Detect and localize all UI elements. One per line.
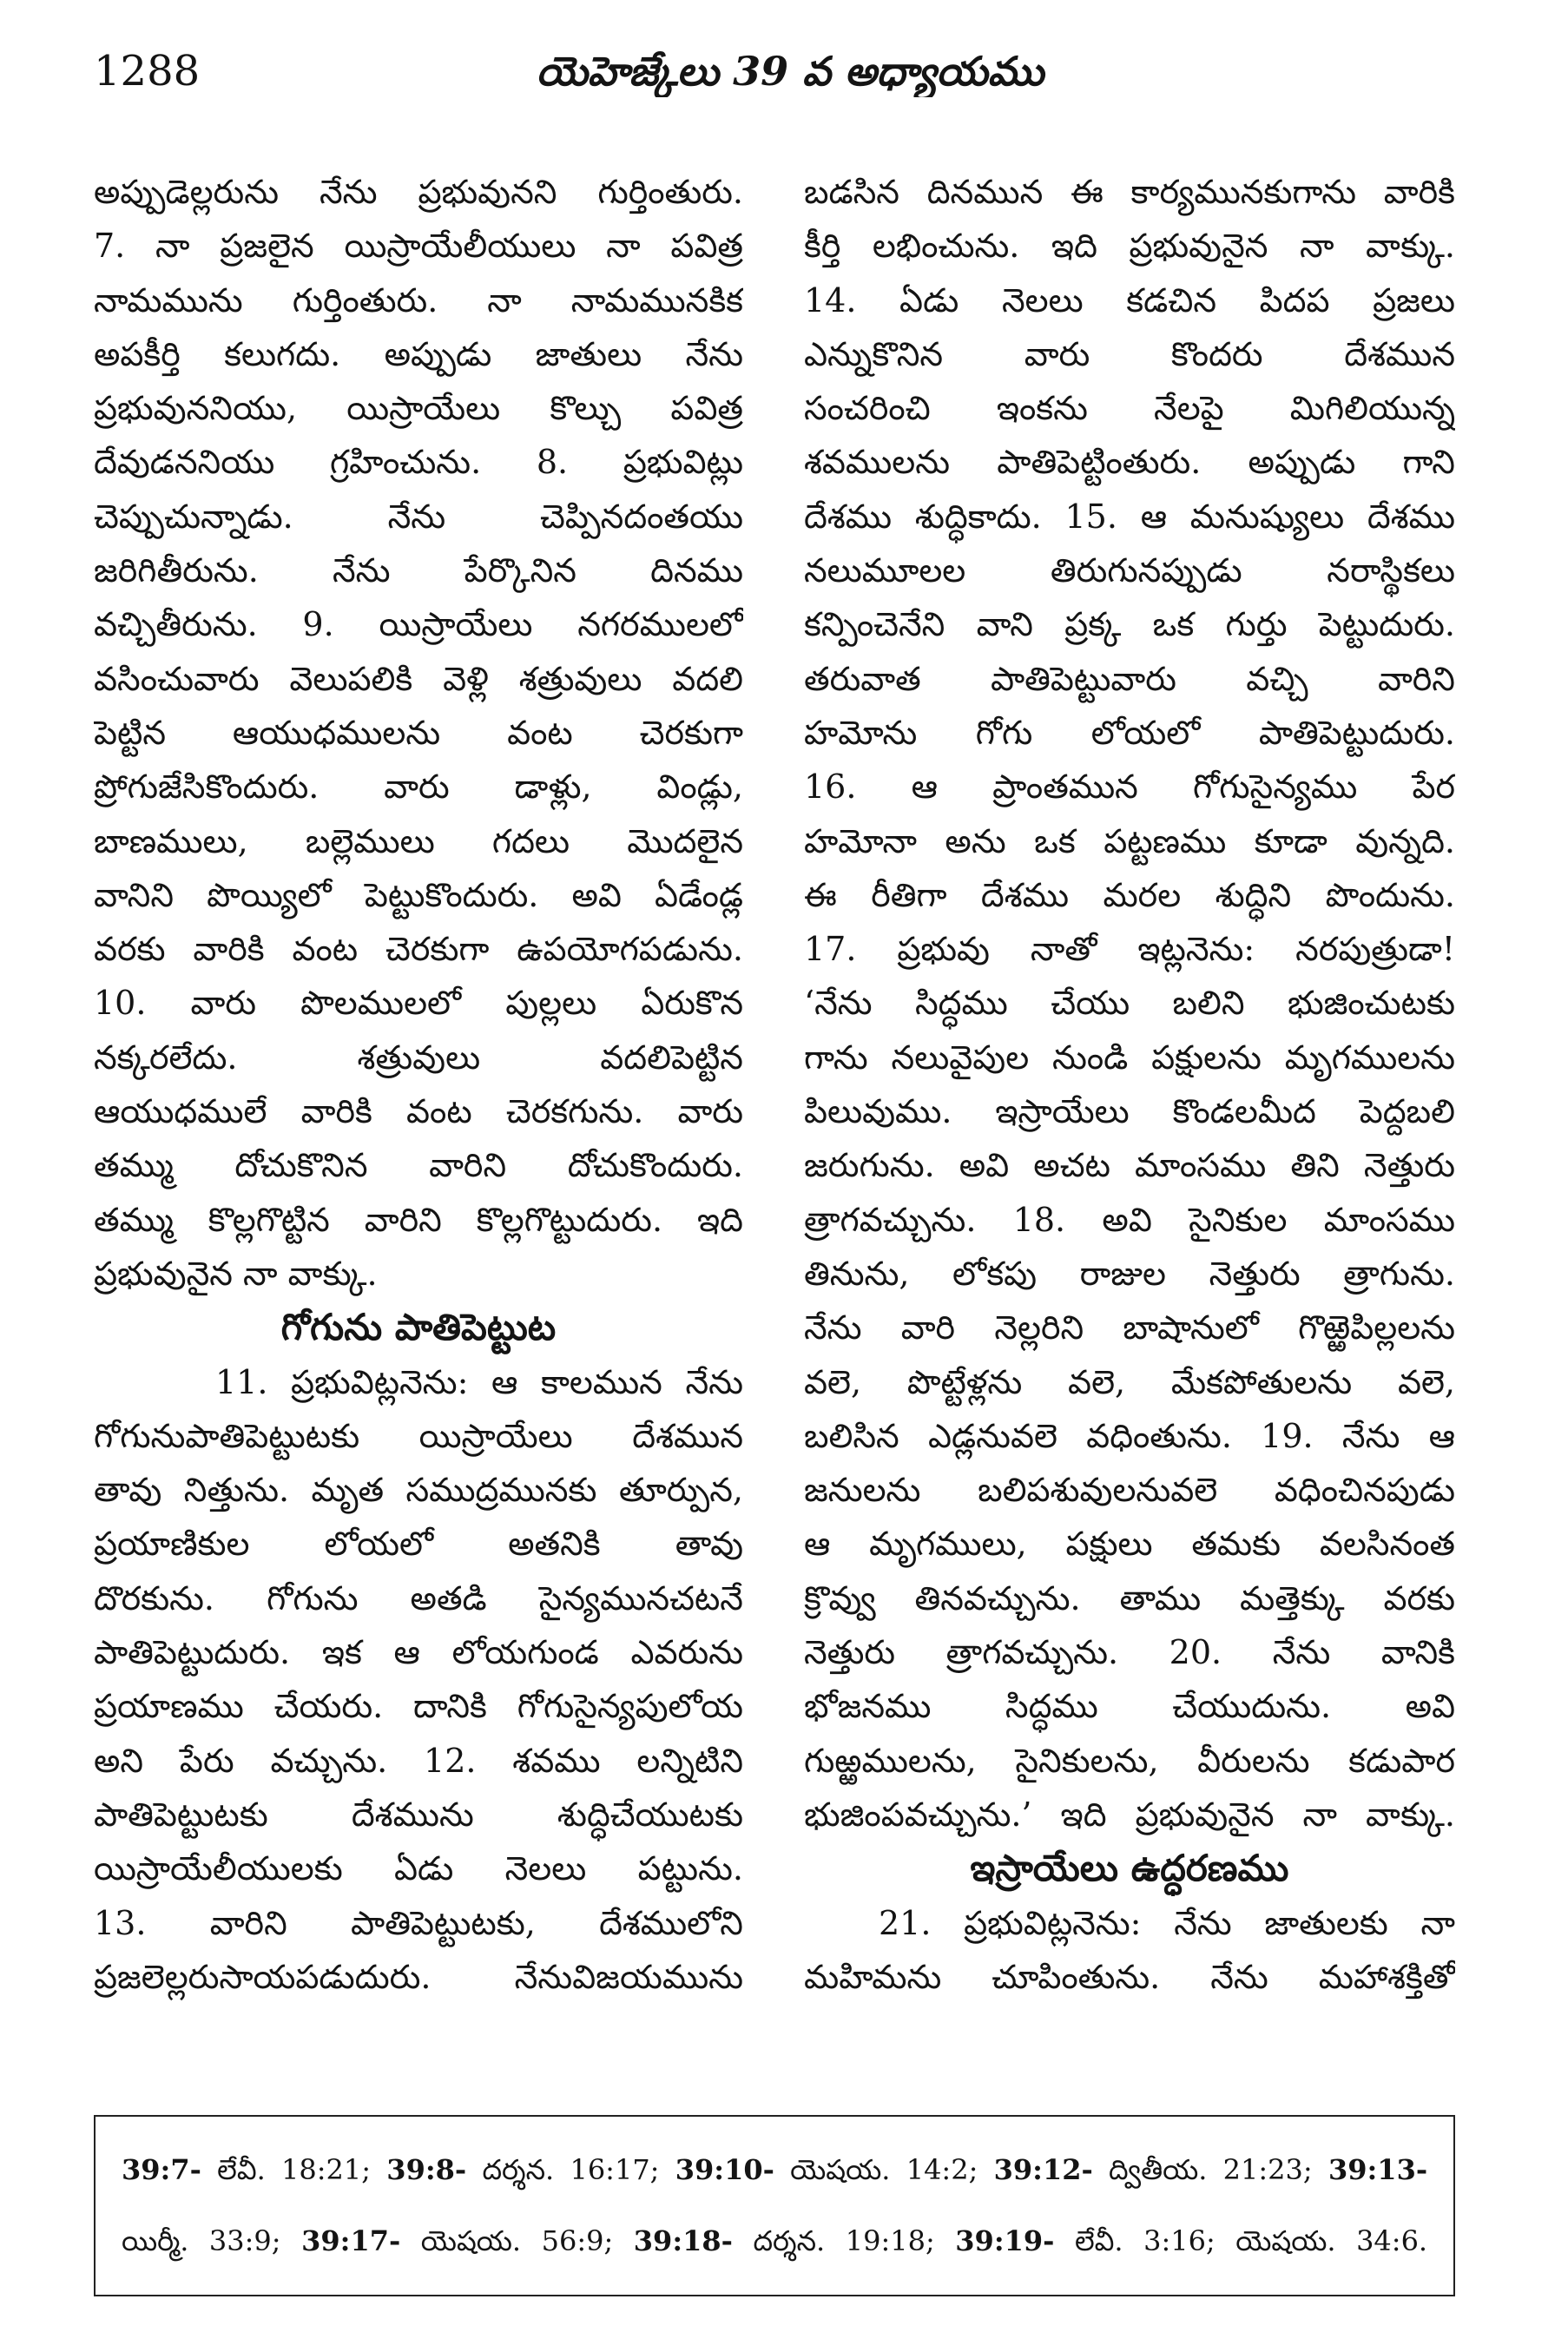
text-line: 14. ఏడు నెలలు కడచిన పిదప ప్రజలు [804,280,1455,320]
text-line: వచ్చితీరును. 9. యిస్రాయేలు నగరములలో [94,605,743,644]
text-line: తావు నిత్తును. మృత సముద్రమునకు తూర్పున, [94,1471,743,1510]
text-line: ప్రయాణికుల లోయలో అతనికి తావు [94,1525,743,1564]
text-line: గాను నలువైపుల నుండి పక్షులను మృగములను [804,1038,1455,1077]
text-line: 21. ప్రభువిట్లనెను: నేను జాతులకు నా [879,1903,1455,1942]
running-title: యెహెజ్కేలు 39 వ అధ్యాయము [536,48,1044,95]
text-line: హమోను గోగు లోయలో పాతిపెట్టుదురు. [804,713,1455,752]
text-line: భుజింపవచ్చును.’ ఇది ప్రభువునైన నా వాక్కు. [804,1795,1455,1834]
text-line: 13. వారిని పాతిపెట్టుటకు, దేశములోని [94,1903,743,1942]
text-line: ఈ రీతిగా దేశము మరల శుద్ధిని పొందును. [804,875,1455,914]
text-line: ప్రజలెల్లరుసాయపడుదురు. నేనువిజయమును [94,1957,743,1996]
text-line: 16. ఆ ప్రాంతమున గోగుసైన్యము పేర [804,768,1455,807]
text-line: 7. నా ప్రజలైన యిస్రాయేలీయులు నా పవిత్ర [94,227,743,266]
text-line: బడసిన దినమున ఈ కార్యమునకుగాను వారికి [804,173,1455,211]
cross-reference-line [122,2134,1427,2205]
cross-reference-verse: 39:17- [301,2224,401,2257]
text-line: తమ్ము కొల్లగొట్టిన వారిని కొల్లగొట్టుదురు. ఇది [94,1200,743,1239]
text-line: 10. వారు పొలములలో పుల్లలు ఏరుకొన [94,984,743,1023]
text-line: ‘నేను సిద్ధము చేయు బలిని భుజించుటకు [804,984,1455,1023]
text-line: గోగునుపాతిపెట్టుటకు యిస్రాయేలు దేశమున [94,1416,743,1455]
cross-reference-citation: దర్శన. 19:18; [753,2224,935,2257]
text-line: గుఱ్ఱములను, సైనికులను, వీరులను కడుపార [804,1741,1455,1780]
text-line: బలిసిన ఎడ్లనువలె వధింతును. 19. నేను ఆ [804,1416,1455,1455]
text-line: పిలువుము. ఇస్రాయేలు కొండలమీద పెద్దబలి [804,1092,1455,1131]
text-line: బాణములు, బల్లెములు గదలు మొదలైన [94,821,743,860]
text-line: కన్పించెనేని వాని ప్రక్క ఒక గుర్తు పెట్టుదురు. [804,605,1455,644]
text-line: నేను వారి నెల్లరిని బాషానులో గొఱ్ఱెపిల్లలను [804,1308,1455,1347]
text-line: ప్రభువునైన నా వాక్కు. [94,1254,378,1293]
cross-reference-citation: యెషయ. 14:2; [790,2153,978,2186]
cross-reference-citation: లేవీ. 3:16; యెషయ. 34:6. [1074,2224,1427,2257]
text-line: జరిగితీరును. నేను పేర్కొనిన దినము [94,551,743,590]
text-line: 11. ప్రభువిట్లనెను: ఆ కాలమున నేను [215,1362,743,1401]
text-line: హమోనా అను ఒక పట్టణము కూడా వున్నది. [804,821,1455,860]
text-line: అని పేరు వచ్చును. 12. శవము లన్నిటిని [94,1741,743,1780]
cross-reference-verse: 39:13- [1328,2153,1427,2186]
text-line: దొరకును. గోగును అతడి సైన్యమునచటనే [94,1578,743,1617]
cross-reference-verse: 39:18- [633,2224,733,2257]
text-line: నామమును గుర్తింతురు. నా నామమునకిక [94,280,743,320]
text-line: శవములను పాతిపెట్టింతురు. అప్పుడు గాని [804,443,1455,482]
text-line: ప్రభువుననియు, యిస్రాయేలు కొల్చు పవిత్ర [94,389,743,428]
cross-reference-citation: లేవీ. 18:21; [217,2153,372,2186]
text-line: 17. ప్రభువు నాతో ఇట్లనెను: నరపుత్రుడా! [804,930,1455,969]
cross-reference-verse: 39:7- [122,2153,201,2186]
text-line: ప్రోగుజేసికొందురు. వారు డాళ్లు, విండ్లు, [94,768,743,807]
text-line: జనులను బలిపశువులనువలె వధించినపుడు [804,1471,1455,1510]
text-line: అపకీర్తి కలుగదు. అప్పుడు జాతులు నేను [94,334,743,373]
text-line: నెత్తురు త్రాగవచ్చును. 20. నేను వానికి [804,1633,1455,1672]
text-line: యిస్రాయేలీయులకు ఏడు నెలలు పట్టును. [94,1849,743,1888]
text-line: నలుమూలల తిరుగునప్పుడు నరాస్థికలు [804,551,1455,590]
text-line: వలె, పొట్టేళ్లను వలె, మేకపోతులను వలె, [804,1362,1455,1401]
cross-reference-line [122,2205,1427,2276]
cross-reference-citation: ద్వితీయ. 21:23; [1109,2153,1313,2186]
right-column [804,165,1455,2004]
cross-reference-box [94,2115,1455,2296]
text-line: వానిని పొయ్యిలో పెట్టుకొందురు. అవి ఏడేండ్ల [94,875,743,914]
page-number: 1288 [94,47,201,96]
left-column [94,165,743,2004]
cross-reference-verse: 39:12- [993,2153,1093,2186]
text-line: ఎన్నుకొనిన వారు కొందరు దేశమున [804,334,1455,373]
text-line: వరకు వారికి వంట చెరకుగా ఉపయోగపడును. [94,930,743,969]
text-line: కీర్తి లభించును. ఇది ప్రభువునైన నా వాక్కు. [804,227,1455,266]
cross-reference-verse: 39:8- [386,2153,467,2186]
text-line: తరువాత పాతిపెట్టువారు వచ్చి వారిని [804,659,1455,698]
text-line: తినును, లోకపు రాజుల నెత్తురు త్రాగును. [804,1254,1455,1293]
section-heading: ఇస్రాయేలు ఉద్ధరణము [970,1847,1289,1890]
text-line: సంచరించి ఇంకను నేలపై మిగిలియున్న [804,389,1455,428]
text-line: జరుగును. అవి అచట మాంసము తిని నెత్తురు [804,1146,1455,1185]
text-line: క్రొవ్వు తినవచ్చును. తాము మత్తెక్కు వరకు [804,1578,1455,1617]
text-line: ప్రయాణము చేయరు. దానికి గోగుసైన్యపులోయ [94,1687,743,1726]
text-line: మహిమను చూపింతును. నేను మహాశక్తితో [804,1957,1455,1996]
text-line: దేవుడననియు గ్రహించును. 8. ప్రభువిట్లు [94,443,743,482]
text-line: ఆయుధములే వారికి వంట చెరకగును. వారు [94,1092,743,1131]
cross-reference-citation: యెషయ. 56:9; [420,2224,614,2257]
text-line: చెప్పుచున్నాడు. నేను చెప్పినదంతయు [94,497,743,536]
text-line: అప్పుడెల్లరును నేను ప్రభువునని గుర్తింతురు. [94,173,743,211]
text-line: పాతిపెట్టుదురు. ఇక ఆ లోయగుండ ఎవరును [94,1633,743,1672]
text-line: భోజనము సిద్ధము చేయుదును. అవి [804,1687,1455,1726]
text-line: తమ్ము దోచుకొనిన వారిని దోచుకొందురు. [94,1146,743,1185]
text-line: నక్కరలేదు. శత్రువులు వదలిపెట్టిన [94,1038,743,1077]
text-line: ఆ మృగములు, పక్షులు తమకు వలసినంత [804,1525,1455,1564]
section-heading: గోగును పాతిపెట్టుట [280,1306,557,1349]
text-line: పాతిపెట్టుటకు దేశమును శుద్ధిచేయుటకు [94,1795,743,1834]
text-line: దేశము శుద్ధికాదు. 15. ఆ మనుష్యులు దేశము [804,497,1455,536]
cross-reference-verse: 39:10- [675,2153,774,2186]
cross-reference-citation: యిర్మీ. 33:9; [122,2224,281,2257]
cross-reference-citation: దర్శన. 16:17; [482,2153,660,2186]
text-line: వసించువారు వెలుపలికి వెళ్లి శత్రువులు వదలి [94,659,743,698]
text-line: పెట్టిన ఆయుధములను వంట చెరకుగా [94,713,743,752]
cross-reference-verse: 39:19- [955,2224,1055,2257]
text-line: త్రాగవచ్చును. 18. అవి సైనికుల మాంసము [804,1200,1455,1239]
